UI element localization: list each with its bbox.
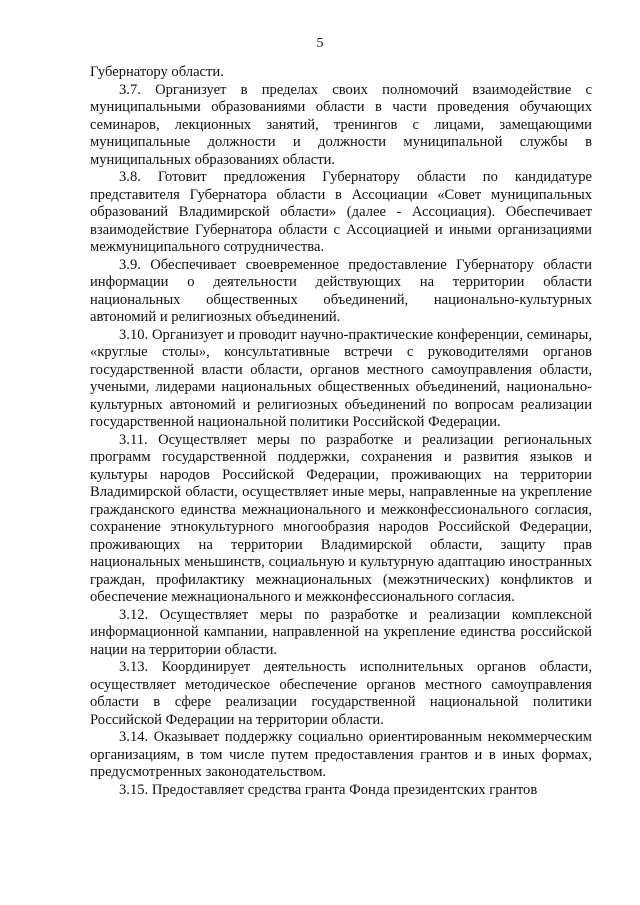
- paragraph-3-13: 3.13. Координирует деятельность исполнительных органов области, осуществляет методическое обеспечение органов местного самоуправления области в сфере реализации государственной национальной политики Российской Федерации на территории области.: [90, 659, 592, 728]
- document-body: [90, 64, 592, 799]
- paragraph-3-7: 3.7. Организует в пределах своих полномочий взаимодействие с муниципальными образованиями области в части проведения обучающих семинаров, лекционных занятий, тренингов с лицами, замещающими муниципальные должности и должности муниципальной службы в муниципальных образованиях области.: [90, 81, 592, 168]
- page-number: 5: [316, 36, 324, 51]
- paragraph-continuation: Губернатору области.: [90, 64, 224, 80]
- paragraph-3-8: 3.8. Готовит предложения Губернатору области по кандидатуре представителя Губернатора области в Ассоциации «Совет муниципальных образований Владимирской области» (далее - Ассоциация). Обеспечивает взаимодействие Губернатора области с Ассоциацией и иными организациями межмуниципального сотрудничества.: [90, 169, 592, 255]
- paragraph-3-15: 3.15. Предоставляет средства гранта Фонда президентских грантов: [119, 781, 538, 798]
- paragraph-3-9: 3.9. Обеспечивает своевременное предоставление Губернатору области информации о деятельности действующих на территории области национальных общественных объединений, национально-культурных автономий и религиозных объединений.: [90, 256, 592, 325]
- paragraph-3-14: 3.14. Оказывает поддержку социально ориентированным некоммерческим организациям, в том числе путем предоставления грантов и в иных формах, предусмотренных законодательством.: [90, 729, 592, 780]
- paragraph-3-11: 3.11. Осуществляет меры по разработке и реализации региональных программ государственной поддержки, сохранения и развития языков и культуры народов Российской Федерации, проживающих на территории Владимирской области, осуществляет иные меры, направленные на укрепление гражданского единства межнационального и межконфессионального согласия, сохранение этнокультурного многообразия народов Российской Федерации, проживающих на территории Владимирской области, защиту прав национальных меньшинств, социальную и культурную адаптацию иностранных граждан, профилактику межнациональных (межэтнических) конфликтов и обеспечение межнационального и межконфессионального согласия.: [90, 431, 592, 605]
- paragraph-3-12: 3.12. Осуществляет меры по разработке и реализации комплексной информационной кампании, направленной на укрепление единства российской нации на территории области.: [90, 606, 592, 658]
- paragraph-3-10: 3.10. Организует и проводит научно-практические конференции, семинары, «круглые столы», консультативные встречи с руководителями органов государственной власти области, органов местного самоуправления области, учеными, лидерами национальных общественных объединений, национально-культурных автономий и религиозных объединений по вопросам реализации государственной национальной политики Российской Федерации.: [90, 326, 592, 430]
